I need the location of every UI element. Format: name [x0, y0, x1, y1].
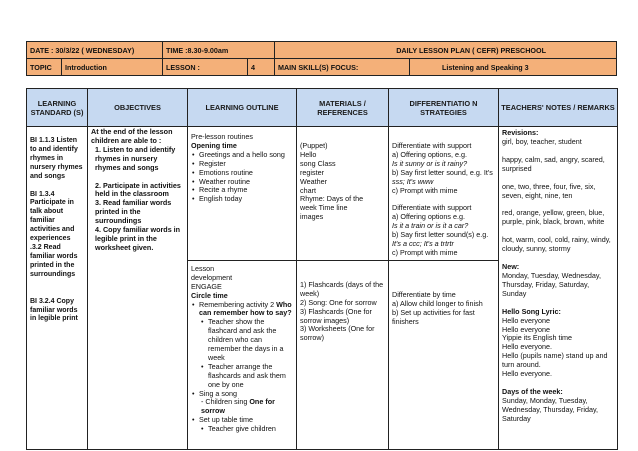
- diff-option: b) Say first letter sound, e.g. It's: [392, 167, 493, 177]
- differentiation-bottom-cell: [389, 260, 499, 449]
- material-item: images: [300, 212, 324, 222]
- new-item: Monday, Tuesday, Wednesday, Thursday, Friday, Saturday, Sunday: [502, 270, 601, 298]
- objectives-cell: [88, 127, 188, 450]
- song-line: Hello everyone.: [502, 342, 552, 352]
- material-item: (Puppet): [300, 141, 328, 150]
- main-skill-value: Listening and Speaking 3: [410, 59, 617, 76]
- revision-item: girl, boy, teacher, student: [502, 136, 582, 146]
- objective-item: 4. Copy familiar words in legible print in the worksheet given.: [95, 225, 181, 252]
- material-item: song Class: [300, 158, 336, 168]
- topic-label: TOPIC: [27, 59, 62, 76]
- remember-pre: Remembering activity 2: [199, 299, 275, 309]
- diff-heading: Differentiate with support: [392, 141, 472, 150]
- materials-bottom-cell: [297, 260, 389, 449]
- outline-subitem: • Teacher arrange the flashcards and ask them one by one: [191, 363, 293, 390]
- diff-option: a) Allow child longer to finish: [392, 298, 483, 308]
- standard-item: BI 1.1.3 Listen to and identify rhymes in nursery rhymes and songs: [30, 137, 83, 180]
- material-item: Rhyme: Days of the: [300, 194, 364, 204]
- material-item: 1) Flashcards (days of the week): [300, 279, 384, 298]
- diff-option: a) Offering options, e.g.: [392, 149, 467, 159]
- topic-value: Introduction: [62, 59, 163, 76]
- opening-time-label: Opening time: [191, 140, 237, 150]
- days-title: Days of the week:: [502, 386, 563, 396]
- outline-item: • Weather routine: [191, 178, 293, 187]
- outline-item: • Emotions routine: [191, 169, 293, 178]
- material-item: Hello: [300, 149, 317, 159]
- outline-item: • Register: [191, 160, 293, 169]
- material-item: register: [300, 167, 324, 177]
- col-header-materials: MATERIALS / REFERENCES: [297, 89, 389, 127]
- material-item: 3) Worksheets (One for sorrow): [300, 324, 375, 343]
- standard-item: .3.2 Read familiar words printed in the surroundings: [30, 243, 78, 278]
- plan-title: DAILY LESSON PLAN ( CEFR) PRESCHOOL: [275, 42, 617, 59]
- song-line: Yippie its English time: [502, 333, 573, 343]
- development-label: development: [191, 272, 233, 282]
- diff-example: Is it sunny or is it rainy?: [392, 158, 468, 168]
- outline-bottom-cell: [188, 260, 297, 449]
- diff-option: a) Offering options e.g.: [392, 212, 465, 222]
- sing-subitem: [191, 398, 293, 416]
- col-header-standard: LEARNING STANDARD (S): [27, 89, 88, 127]
- standard-item: BI 3.2.4 Copy familiar words in legible print: [30, 297, 78, 323]
- song-line: Hello everyone.: [502, 369, 552, 379]
- outline-subitem: • Teacher give children: [191, 425, 293, 434]
- outline-item: • Greetings and a hello song: [191, 151, 293, 160]
- standard-item: BI 1.3.4 Participate in talk about familiar activities and experiences: [30, 190, 75, 243]
- col-header-differentiation: DIFFERENTIATIO N STRATEGIES: [389, 89, 499, 127]
- lesson-label: LESSON :: [163, 59, 248, 76]
- materials-top-cell: [297, 127, 389, 261]
- revision-item: red, orange, yellow, green, blue, purple, pink, black, brown, white: [502, 208, 605, 227]
- pre-lesson-label: Pre-lesson routines: [191, 132, 253, 141]
- table-time-item: • Set up table time: [191, 416, 293, 425]
- new-title: New:: [502, 262, 520, 272]
- outline-item: • Recite a rhyme: [191, 186, 293, 195]
- differentiation-top-cell: [389, 127, 499, 261]
- remembering-activity: [191, 301, 293, 319]
- material-item: week Time line: [300, 203, 348, 213]
- song-line: Hello (pupils name) stand up and turn around.: [502, 351, 608, 370]
- diff-option: c) Prompt with mime: [392, 185, 458, 195]
- time-cell: TIME :8.30-9.00am: [163, 42, 275, 59]
- circle-time-label: Circle time: [191, 290, 228, 300]
- col-header-notes: TEACHERS' NOTES / REMARKS: [499, 89, 618, 127]
- engage-label: ENGAGE: [191, 281, 222, 291]
- col-header-objectives: OBJECTIVES: [88, 89, 188, 127]
- material-item: chart: [300, 185, 316, 195]
- revision-item: happy, calm, sad, angry, scared, surprised: [502, 154, 605, 173]
- remember-question: Who can remember how to say?: [199, 299, 292, 318]
- material-item: 3) Flashcards (One for sorrow images): [300, 306, 372, 325]
- lesson-label: Lesson: [191, 263, 215, 273]
- lesson-plan-table: [26, 88, 618, 450]
- sing-sub-pre: - Children sing: [201, 397, 248, 407]
- objective-item: 3. Read familiar words printed in the surroundings: [95, 198, 172, 226]
- outline-top-cell: [188, 127, 297, 261]
- material-item: Weather: [300, 176, 328, 186]
- col-header-outline: LEARNING OUTLINE: [188, 89, 297, 127]
- objective-item: 1. Listen to and identify rhymes in nursery rhymes and songs: [95, 144, 176, 172]
- song-line: Hello everyone: [502, 324, 550, 334]
- material-item: 2) Song: One for sorrow: [300, 297, 377, 307]
- diff-heading: Differentiate with support: [392, 203, 472, 213]
- revision-item: hot, warm, cool, cold, rainy, windy, cloudy, sunny, stormy: [502, 235, 611, 254]
- days-list: Sunday, Monday, Tuesday, Wednesday, Thursday, Friday, Saturday: [502, 395, 599, 423]
- diff-example: sss; It's www: [392, 176, 434, 186]
- notes-cell: [499, 127, 618, 450]
- objective-item: 2. Participate in activities held in the classroom: [95, 180, 181, 199]
- song-title: Hello Song Lyric:: [502, 306, 561, 316]
- objectives-intro: At the end of the lesson children are able to :: [91, 127, 173, 145]
- sing-sub-song: One for sorrow: [201, 397, 275, 416]
- header-table: [26, 41, 617, 76]
- main-skill-label: MAIN SKILL(S) FOCUS:: [275, 59, 410, 76]
- lesson-value: 4: [248, 59, 275, 76]
- diff-option: b) Say first letter sound(s) e.g.: [392, 230, 489, 240]
- outline-subitem: • Teacher show the flashcard and ask the children who can remember the days in a week: [191, 318, 293, 363]
- diff-example: It's a ccc; It's a trtrtr: [392, 239, 454, 249]
- sing-song-item: • Sing a song: [191, 390, 293, 399]
- standards-cell: [27, 127, 88, 450]
- diff-option: c) Prompt with mime: [392, 247, 458, 257]
- revisions-title: Revisions:: [502, 128, 539, 137]
- date-cell: DATE : 30/3/22 ( WEDNESDAY): [27, 42, 163, 59]
- diff-heading: Differentiate by time: [392, 289, 456, 299]
- diff-example: Is it a train or is it a car?: [392, 221, 469, 231]
- outline-item: • English today: [191, 195, 293, 204]
- revision-item: one, two, three, four, five, six, seven, eight, nine, ten: [502, 181, 596, 200]
- diff-option: b) Set up activities for fast finishers: [392, 307, 475, 326]
- song-line: Hello everyone: [502, 315, 550, 325]
